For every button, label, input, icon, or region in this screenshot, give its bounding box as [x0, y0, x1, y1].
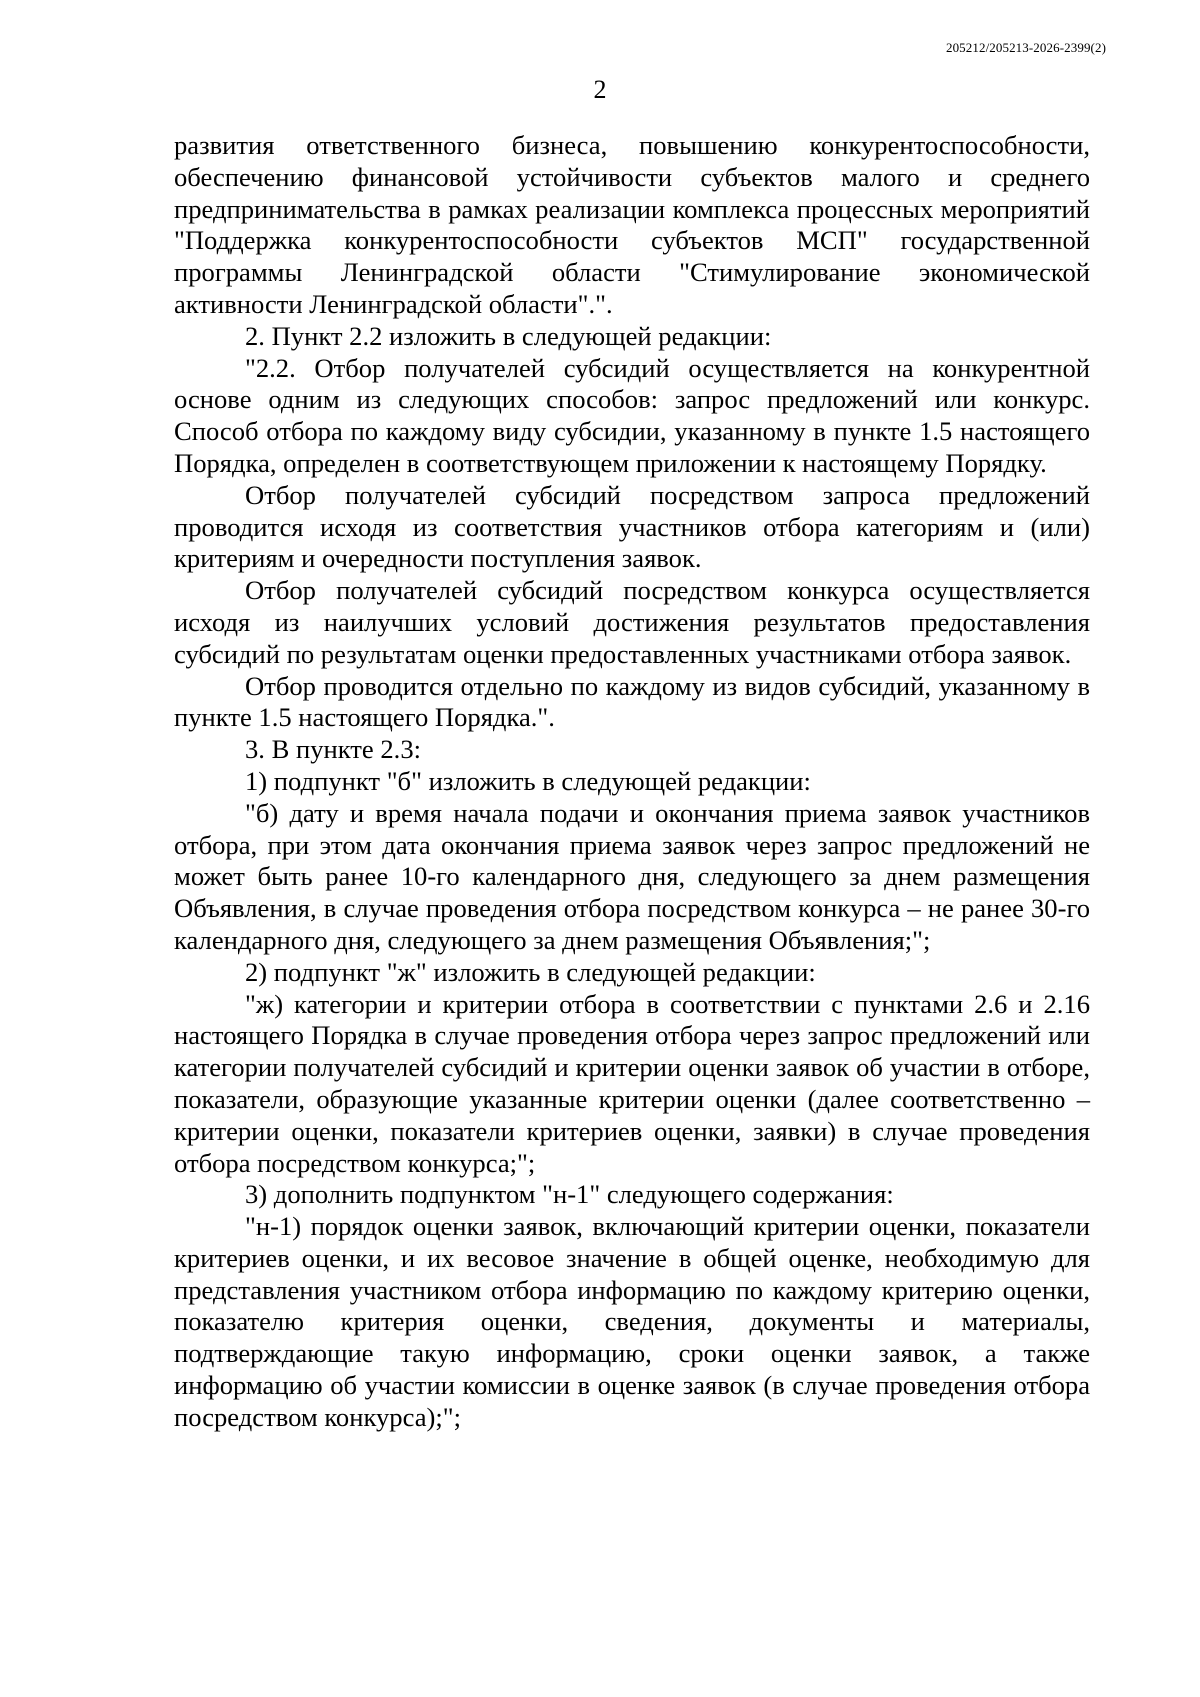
- page-number: 2: [593, 75, 607, 104]
- paragraph-contest: Отбор получателей субсидий посредством конкурса осуществляется исходя из наилучших условий достижения результатов предоставления субсидий по результатам оценки предоставленных участниками отбора заявок.: [174, 575, 1090, 669]
- paragraph-subitem-3: 3) дополнить подпунктом "н-1" следующего содержания:: [245, 1179, 894, 1210]
- paragraph-subitem-2: 2) подпункт "ж" изложить в следующей редакции:: [245, 956, 816, 987]
- paragraph-separate-selection: Отбор проводится отдельно по каждому из видов субсидий, указанному в пункте 1.5 настоящего Порядка.".: [174, 670, 1090, 733]
- paragraph-subitem-zh-text: "ж) категории и критерии отбора в соответствии с пунктами 2.6 и 2.16 настоящего Порядка в случае проведения отбора через запрос предложений или категории получателей субсидий и критерии оценки заявок об участии в отборе, показатели, образующие указанные критерии оценки (далее соответственно – критерии оценки, показатели критериев оценки, заявки) в случае проведения отбора посредством конкурса;";: [174, 988, 1090, 1178]
- document-body: [174, 130, 1090, 1434]
- document-number: 205212/205213-2026-2399(2): [945, 40, 1106, 55]
- paragraph-subitem-1: 1) подпункт "б" изложить в следующей редакции:: [245, 765, 811, 796]
- paragraph-subitem-n1-text: "н-1) порядок оценки заявок, включающий критерии оценки, показатели критериев оценки, и их весовое значение в общей оценке, необходимую для представления участником отбора информацию по каждому критерию оценки, показателю критерия оценки, сведения, документы и материалы, подтверждающие такую информацию, сроки оценки заявок, а также информацию об участии комиссии в оценке заявок (в случае проведения отбора посредством конкурса);";: [174, 1211, 1090, 1432]
- paragraph-continuation: развития ответственного бизнеса, повышению конкурентоспособности, обеспечению финансовой устойчивости субъектов малого и среднего предпринимательства в рамках реализации комплекса процессных мероприятий "Поддержка конкурентоспособности субъектов МСП" государственной программы Ленинградской области "Стимулирование экономической активности Ленинградской области".".: [174, 130, 1090, 319]
- paragraph-request-proposals: Отбор получателей субсидий посредством запроса предложений проводится исходя из соответствия участников отбора категориям и (или) критериям и очередности поступления заявок.: [174, 479, 1090, 574]
- paragraph-2-2-text: "2.2. Отбор получателей субсидий осуществляется на конкурентной основе одним из следующих способов: запрос предложений или конкурс. Способ отбора по каждому виду субсидии, указанному в пункте 1.5 настоящего Порядка, определен в соответствующем приложении к настоящему Порядку.: [174, 352, 1090, 478]
- paragraph-item-3: 3. В пункте 2.3:: [245, 734, 422, 765]
- paragraph-item-2: 2. Пункт 2.2 изложить в следующей редакции:: [245, 320, 772, 351]
- paragraph-subitem-b-text: "б) дату и время начала подачи и окончания приема заявок участников отбора, при этом дата окончания приема заявок через запрос предложений не может быть ранее 10-го календарного дня, следующего за днем размещения Объявления, в случае проведения отбора посредством конкурса – не ранее 30-го календарного дня, следующего за днем размещения Объявления;";: [174, 797, 1090, 955]
